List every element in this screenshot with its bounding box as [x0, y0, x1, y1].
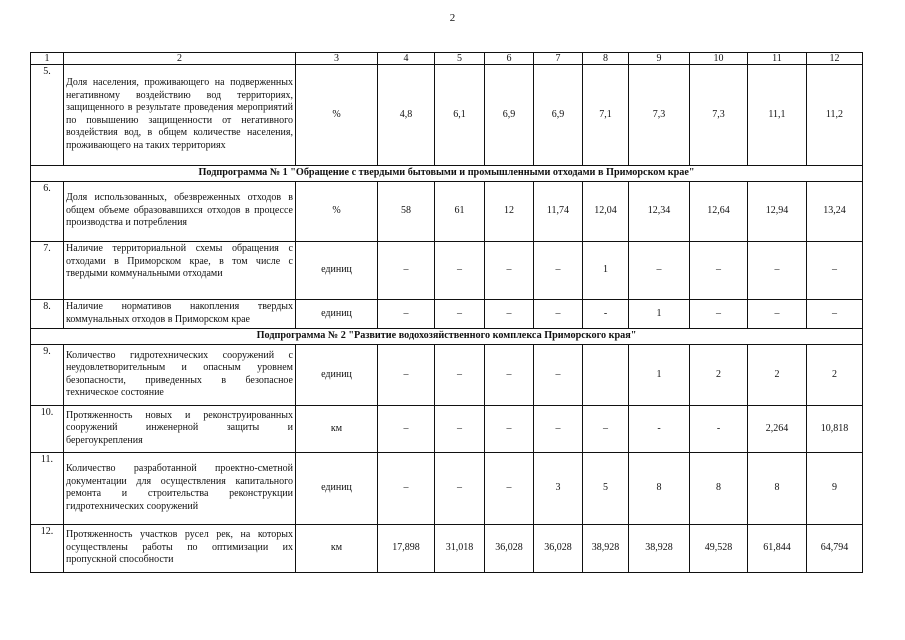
value-cell: 4,8: [378, 65, 435, 166]
value-cell: 7,3: [629, 65, 690, 166]
value-cell: –: [807, 300, 863, 329]
value-cell: 11,2: [807, 65, 863, 166]
row-number: 9.: [31, 345, 64, 406]
value-cell: 64,794: [807, 525, 863, 573]
unit-cell: %: [296, 182, 378, 242]
row-number: 8.: [31, 300, 64, 329]
value-cell: –: [748, 300, 807, 329]
value-cell: –: [583, 406, 629, 453]
value-cell: 5: [583, 453, 629, 525]
value-cell: –: [629, 242, 690, 300]
indicator-row: [31, 65, 863, 166]
section-header-row: [31, 329, 863, 345]
value-cell: –: [378, 453, 435, 525]
column-number: 7: [534, 53, 583, 65]
value-cell: 8: [690, 453, 748, 525]
value-cell: –: [435, 345, 485, 406]
value-cell: 12,64: [690, 182, 748, 242]
value-cell: 58: [378, 182, 435, 242]
unit-cell: единиц: [296, 300, 378, 329]
row-number: 6.: [31, 182, 64, 242]
value-cell: 6,9: [534, 65, 583, 166]
row-number: 12.: [31, 525, 64, 573]
column-number: 11: [748, 53, 807, 65]
value-cell: 7,3: [690, 65, 748, 166]
value-cell: –: [534, 300, 583, 329]
unit-cell: км: [296, 406, 378, 453]
unit-cell: км: [296, 525, 378, 573]
value-cell: 38,928: [583, 525, 629, 573]
subprogram-title: Подпрограмма № 1 "Обращение с твердыми бытовыми и промышленными отходами в Приморском крае": [31, 166, 863, 182]
indicator-name: Количество гидротехнических сооружений с неудовлетворительным и опасным уровнем безопасности, приведенных в безопасное техническое состояние: [64, 345, 296, 406]
value-cell: 1: [629, 300, 690, 329]
value-cell: 1: [583, 242, 629, 300]
value-cell: 61,844: [748, 525, 807, 573]
value-cell: –: [807, 242, 863, 300]
value-cell: 2: [807, 345, 863, 406]
value-cell: 2: [690, 345, 748, 406]
column-number: 2: [64, 53, 296, 65]
unit-cell: %: [296, 65, 378, 166]
value-cell: 3: [534, 453, 583, 525]
value-cell: –: [485, 453, 534, 525]
value-cell: 36,028: [485, 525, 534, 573]
value-cell: 1: [629, 345, 690, 406]
indicator-row: [31, 406, 863, 453]
value-cell: –: [690, 242, 748, 300]
value-cell: 11,74: [534, 182, 583, 242]
indicator-row: [31, 300, 863, 329]
indicator-row: [31, 453, 863, 525]
column-number-row: [31, 53, 863, 65]
value-cell: –: [534, 406, 583, 453]
column-number: 4: [378, 53, 435, 65]
indicators-table: [30, 52, 863, 573]
value-cell: –: [435, 242, 485, 300]
value-cell: –: [378, 300, 435, 329]
value-cell: 31,018: [435, 525, 485, 573]
page-number: 2: [449, 12, 456, 24]
unit-cell: единиц: [296, 345, 378, 406]
value-cell: 8: [748, 453, 807, 525]
value-cell: -: [629, 406, 690, 453]
value-cell: 61: [435, 182, 485, 242]
value-cell: 12: [485, 182, 534, 242]
value-cell: –: [748, 242, 807, 300]
value-cell: 36,028: [534, 525, 583, 573]
column-number: 5: [435, 53, 485, 65]
value-cell: 7,1: [583, 65, 629, 166]
value-cell: 8: [629, 453, 690, 525]
indicator-name: Доля использованных, обезвреженных отходов в общем объеме образовавшихся отходов в процессе производства и потребления: [64, 182, 296, 242]
value-cell: –: [435, 300, 485, 329]
column-number: 12: [807, 53, 863, 65]
value-cell: [583, 345, 629, 406]
value-cell: 9: [807, 453, 863, 525]
value-cell: –: [378, 242, 435, 300]
value-cell: –: [690, 300, 748, 329]
column-number: 9: [629, 53, 690, 65]
value-cell: –: [534, 345, 583, 406]
indicator-name: Количество разработанной проектно-сметной документации для осуществления капитального ремонта и строительства реконструкции гидротехнических сооружений: [64, 453, 296, 525]
indicator-name: Протяженность участков русел рек, на которых осуществлены работы по оптимизации их пропускной способности: [64, 525, 296, 573]
unit-cell: единиц: [296, 242, 378, 300]
value-cell: –: [534, 242, 583, 300]
row-number: 7.: [31, 242, 64, 300]
column-number: 1: [31, 53, 64, 65]
indicator-row: [31, 525, 863, 573]
value-cell: 13,24: [807, 182, 863, 242]
value-cell: -: [690, 406, 748, 453]
value-cell: –: [485, 300, 534, 329]
column-number: 8: [583, 53, 629, 65]
indicator-name: Протяженность новых и реконструированных сооружений инженерной защиты и берегоукрепления: [64, 406, 296, 453]
value-cell: 17,898: [378, 525, 435, 573]
column-number: 3: [296, 53, 378, 65]
row-number: 10.: [31, 406, 64, 453]
value-cell: 6,1: [435, 65, 485, 166]
value-cell: 12,34: [629, 182, 690, 242]
section-header-row: [31, 166, 863, 182]
indicator-row: [31, 345, 863, 406]
value-cell: –: [435, 406, 485, 453]
indicator-name: Наличие территориальной схемы обращения с отходами в Приморском крае, в том числе с твердыми коммунальными отходами: [64, 242, 296, 300]
subprogram-title: Подпрограмма № 2 "Развитие водохозяйственного комплекса Приморского края": [31, 329, 863, 345]
row-number: 11.: [31, 453, 64, 525]
column-number: 10: [690, 53, 748, 65]
indicator-row: [31, 182, 863, 242]
indicator-name: Доля населения, проживающего на подверженных негативному воздействию вод территориях, защищенного в результате проведения мероприятий по повышению защищенности от негативного воздействия вод, в общем количестве населения, проживающего на таких территориях: [64, 65, 296, 166]
value-cell: –: [485, 345, 534, 406]
value-cell: 38,928: [629, 525, 690, 573]
value-cell: –: [485, 406, 534, 453]
column-number: 6: [485, 53, 534, 65]
row-number: 5.: [31, 65, 64, 166]
value-cell: 11,1: [748, 65, 807, 166]
unit-cell: единиц: [296, 453, 378, 525]
value-cell: 49,528: [690, 525, 748, 573]
value-cell: –: [435, 453, 485, 525]
value-cell: 12,04: [583, 182, 629, 242]
value-cell: –: [378, 406, 435, 453]
value-cell: 2,264: [748, 406, 807, 453]
indicator-row: [31, 242, 863, 300]
value-cell: -: [583, 300, 629, 329]
value-cell: 10,818: [807, 406, 863, 453]
value-cell: 2: [748, 345, 807, 406]
value-cell: –: [485, 242, 534, 300]
value-cell: 6,9: [485, 65, 534, 166]
value-cell: 12,94: [748, 182, 807, 242]
indicator-name: Наличие нормативов накопления твердых коммунальных отходов в Приморском крае: [64, 300, 296, 329]
value-cell: –: [378, 345, 435, 406]
